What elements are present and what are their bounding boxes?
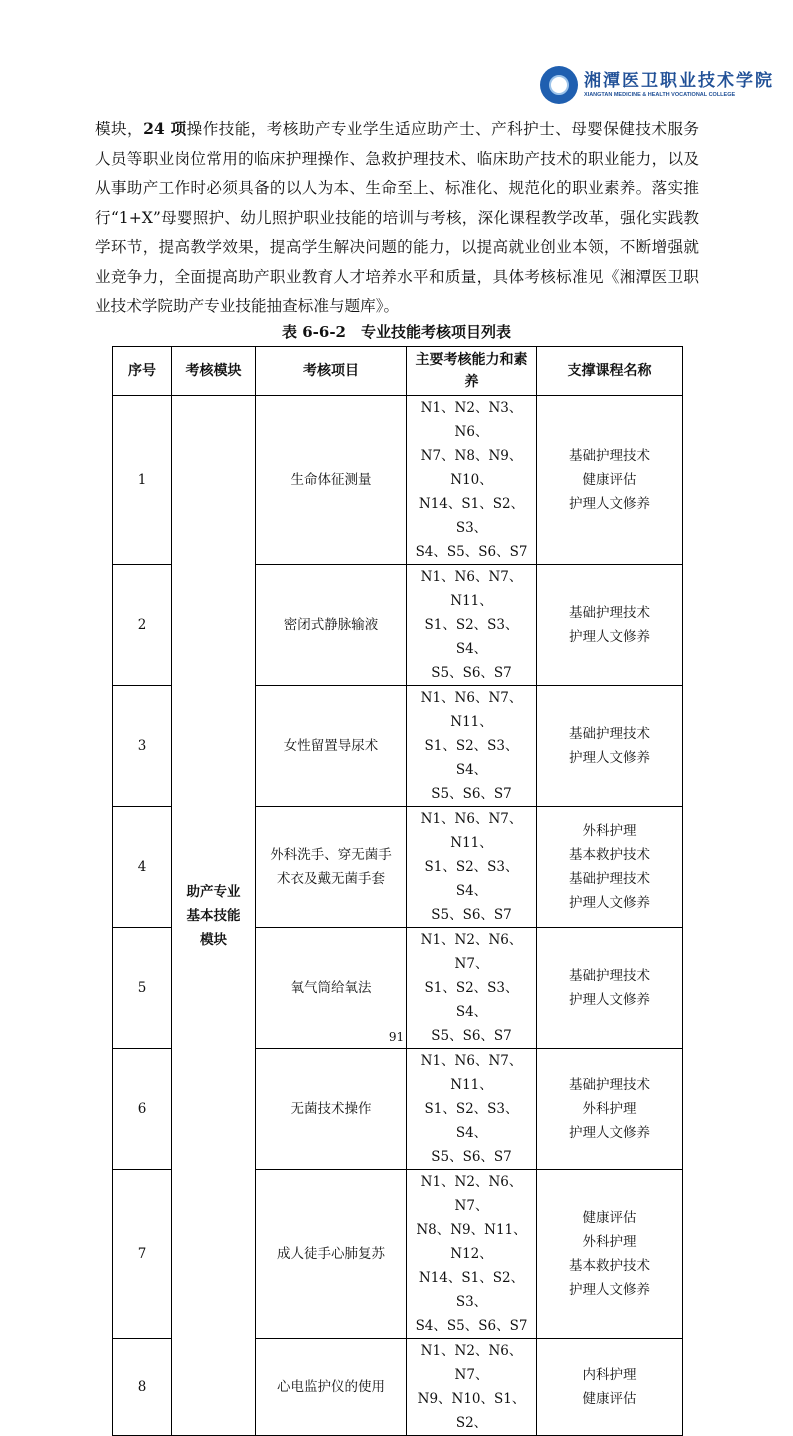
header-module: 考核模块	[172, 347, 256, 396]
course-name: 内科护理	[582, 1367, 637, 1383]
ability-line: N1、N6、N7、N11、	[420, 1053, 523, 1093]
course-name: 护理人文修养	[569, 895, 650, 911]
abilities-cell	[407, 565, 537, 686]
ability-line: N14、S1、S2、S3、	[418, 496, 525, 536]
assessment-item: 心电监护仪的使用	[256, 1339, 407, 1436]
college-logo	[540, 66, 774, 104]
row-number: 1	[113, 396, 172, 565]
course-name: 护理人文修养	[569, 629, 650, 645]
ability-line: N1、N2、N3、N6、	[420, 400, 523, 440]
course-name: 护理人文修养	[569, 750, 650, 766]
ability-line: S1、S2、S3、S4、	[424, 617, 519, 657]
header-abilities: 主要考核能力和素养	[407, 347, 537, 396]
courses-cell	[537, 565, 683, 686]
assessment-item: 密闭式静脉输液	[256, 565, 407, 686]
ability-line: S5、S6、S7	[431, 1028, 512, 1044]
course-name: 基本救护技术	[569, 847, 650, 863]
logo-chinese-name: 湘潭医卫职业技术学院	[584, 71, 774, 91]
course-name: 基础护理技术	[569, 968, 650, 984]
course-name: 外科护理	[582, 1234, 637, 1250]
table-row	[113, 396, 683, 565]
skills-assessment-table	[112, 346, 683, 1436]
row-number: 7	[113, 1170, 172, 1339]
course-name: 基础护理技术	[569, 1077, 650, 1093]
ability-line: N9、N10、S1、S2、	[417, 1391, 526, 1431]
assessment-item: 外科洗手、穿无菌手术衣及戴无菌手套	[256, 807, 407, 928]
ability-line: N1、N6、N7、N11、	[420, 569, 523, 609]
abilities-cell	[407, 686, 537, 807]
row-number: 6	[113, 1049, 172, 1170]
courses-cell	[537, 1049, 683, 1170]
table-header-row	[113, 347, 683, 396]
header-no: 序号	[113, 347, 172, 396]
ability-line: S1、S2、S3、S4、	[424, 738, 519, 778]
ability-line: N1、N2、N6、N7、	[420, 1174, 523, 1214]
assessment-item: 氧气筒给氧法	[256, 928, 407, 1049]
ability-line: N1、N6、N7、N11、	[420, 811, 523, 851]
ability-line: S5、S6、S7	[431, 786, 512, 802]
abilities-cell	[407, 1049, 537, 1170]
header-item: 考核项目	[256, 347, 407, 396]
college-seal-icon	[540, 66, 578, 104]
logo-english-name: XIANGTAN MEDICINE & HEALTH VOCATIONAL COLLEGE	[584, 92, 736, 98]
course-name: 护理人文修养	[569, 1282, 650, 1298]
course-name: 外科护理	[582, 1101, 637, 1117]
course-name: 护理人文修养	[569, 496, 650, 512]
module-cell: 助产专业基本技能模块	[172, 396, 256, 1436]
course-name: 外科护理	[582, 823, 637, 839]
ability-line: S1、S2、S3、S4、	[424, 980, 519, 1020]
abilities-cell	[407, 1339, 537, 1436]
course-name: 护理人文修养	[569, 1125, 650, 1141]
ability-line: S5、S6、S7	[431, 1149, 512, 1165]
course-name: 护理人文修养	[569, 992, 650, 1008]
course-name: 基础护理技术	[569, 871, 650, 887]
ability-line: N1、N2、N6、N7、	[420, 932, 523, 972]
abilities-cell	[407, 807, 537, 928]
ability-line: N8、N9、N11、N12、	[416, 1222, 527, 1262]
ability-line: S1、S2、S3、S4、	[424, 859, 519, 899]
assessment-item: 女性留置导尿术	[256, 686, 407, 807]
row-number: 5	[113, 928, 172, 1049]
row-number: 8	[113, 1339, 172, 1436]
row-number: 4	[113, 807, 172, 928]
course-name: 健康评估	[582, 472, 637, 488]
page-number: 91	[388, 1030, 405, 1044]
table-caption: 表 6-6-2 专业技能考核项目列表	[282, 323, 511, 341]
ability-line: S5、S6、S7	[431, 907, 512, 923]
courses-cell	[537, 807, 683, 928]
assessment-item: 无菌技术操作	[256, 1049, 407, 1170]
course-name: 基础护理技术	[569, 726, 650, 742]
course-name: 基本救护技术	[569, 1258, 650, 1274]
body-paragraph	[95, 114, 699, 322]
row-number: 2	[113, 565, 172, 686]
courses-cell	[537, 686, 683, 807]
ability-line: S1、S2、S3、S4、	[424, 1101, 519, 1141]
ability-line: N14、S1、S2、S3、	[418, 1270, 525, 1310]
course-name: 健康评估	[582, 1391, 637, 1407]
assessment-item: 生命体征测量	[256, 396, 407, 565]
paragraph-bold-count: 24 项	[143, 119, 187, 138]
abilities-cell	[407, 396, 537, 565]
course-name: 基础护理技术	[569, 605, 650, 621]
courses-cell	[537, 396, 683, 565]
ability-line: N1、N2、N6、N7、	[420, 1343, 523, 1383]
ability-line: N1、N6、N7、N11、	[420, 690, 523, 730]
row-number: 3	[113, 686, 172, 807]
ability-line: S4、S5、S6、S7	[415, 1318, 528, 1334]
courses-cell	[537, 1339, 683, 1436]
ability-line: S5、S6、S7	[431, 665, 512, 681]
paragraph-prefix: 模块，	[95, 120, 144, 138]
assessment-item: 成人徒手心肺复苏	[256, 1170, 407, 1339]
header-courses: 支撑课程名称	[537, 347, 683, 396]
ability-line: N7、N8、N9、N10、	[420, 448, 523, 488]
courses-cell	[537, 1170, 683, 1339]
course-name: 健康评估	[582, 1210, 637, 1226]
ability-line: S4、S5、S6、S7	[415, 544, 528, 560]
course-name: 基础护理技术	[569, 448, 650, 464]
abilities-cell	[407, 1170, 537, 1339]
paragraph-text: 操作技能，考核助产专业学生适应助产士、产科护士、母婴保健技术服务人员等职业岗位常用的临床护理操作、急救护理技术、临床助产技术的职业能力，以及从事助产工作时必须具备的以人为本、生命至上、标准化、规范化的职业素养。落实推行“1+X”母婴照护、幼儿照护职业技能的培训与考核，深化课程教学改革，强化实践教学环节，提高教学效果，提高学生解决问题的能力，以提高就业创业本领，不断增强就业竞争力，全面提高助产职业教育人才培养水平和质量，具体考核标准见《湘潭医卫职业技术学院助产专业技能抽查标准与题库》。	[95, 120, 699, 315]
